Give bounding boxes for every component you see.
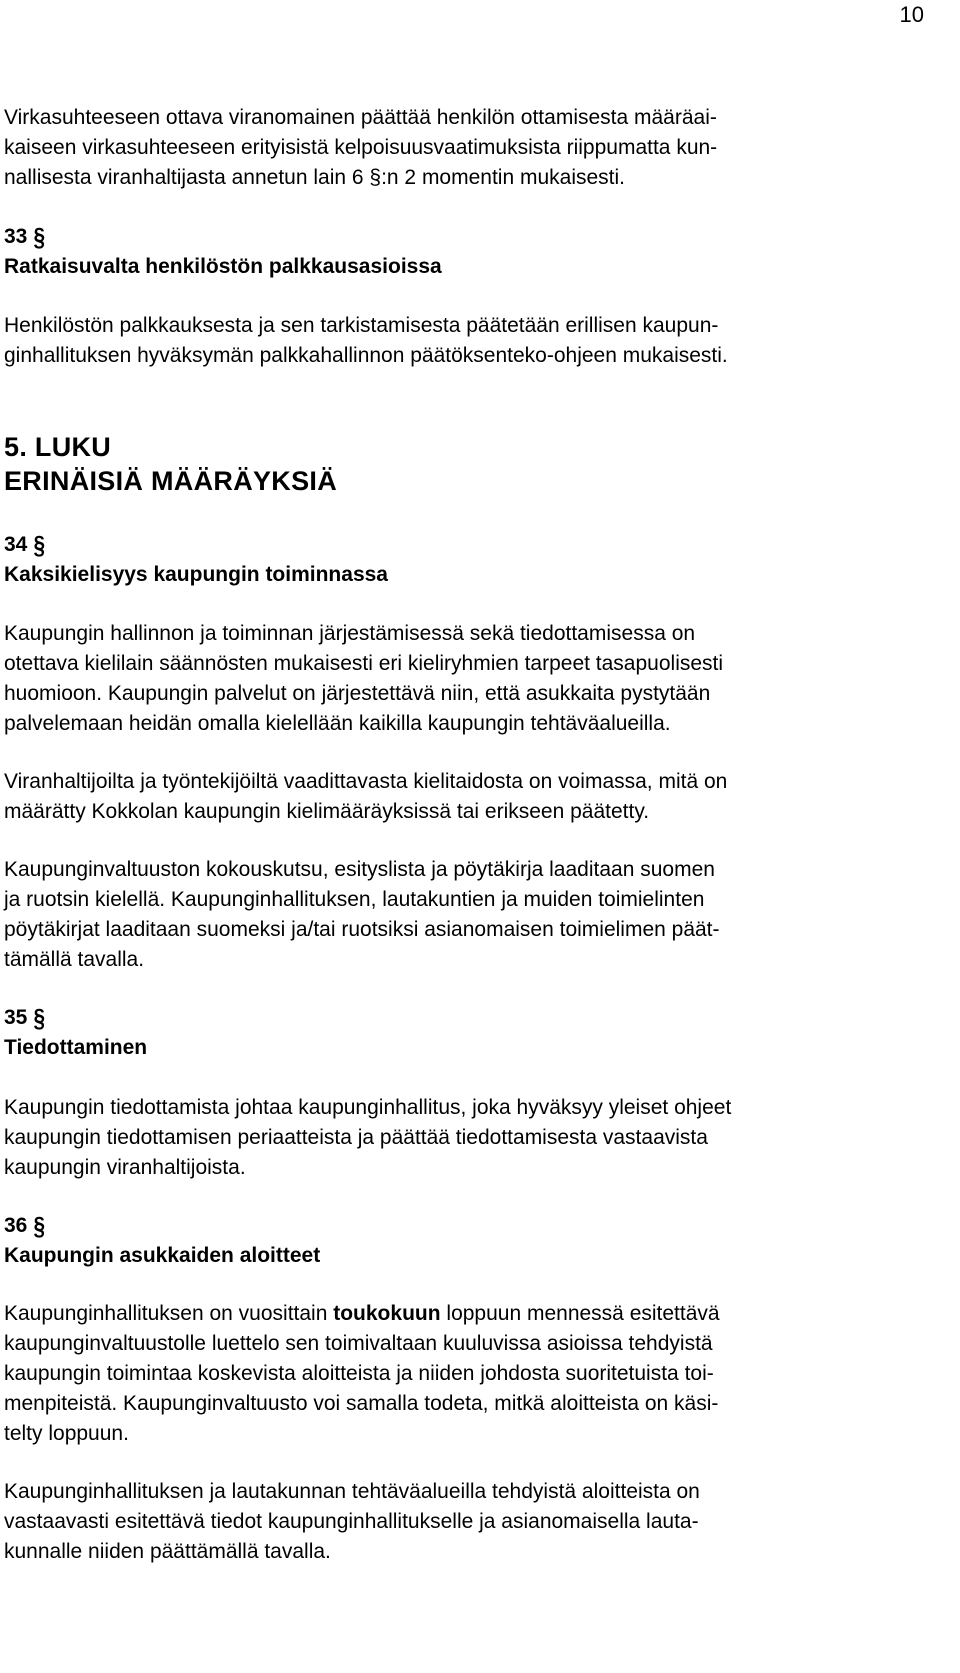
text-line: kaupungin viranhaltijoista. bbox=[4, 1156, 246, 1179]
section-34-heading bbox=[4, 530, 904, 590]
text-line: telty loppuun. bbox=[4, 1422, 129, 1445]
section-34-paragraph-3 bbox=[4, 855, 904, 975]
text-line: Henkilöstön palkkauksesta ja sen tarkistamisesta päätetään erillisen kaupun- bbox=[4, 314, 719, 337]
text-line bbox=[4, 1299, 904, 1329]
page-number: 10 bbox=[899, 2, 924, 27]
emphasis-text: toukokuun bbox=[333, 1302, 441, 1325]
text-line: otettava kielilain säännösten mukaisesti eri kieliryhmien tarpeet tasapuolisesti bbox=[4, 652, 724, 675]
section-35-paragraph bbox=[4, 1093, 904, 1183]
section-number: 33 bbox=[4, 225, 28, 248]
text-line: nallisesta viranhaltijasta annetun lain 6 §:n 2 momentin mukaisesti. bbox=[4, 166, 626, 189]
section-34-paragraph-1 bbox=[4, 619, 904, 739]
text-line: kaiseen virkasuhteeseen erityisistä kelpoisuusvaatimuksista riippumatta kun- bbox=[4, 136, 718, 159]
section-title: Kaksikielisyys kaupungin toiminnassa bbox=[4, 563, 388, 586]
section-sign: § bbox=[33, 1211, 46, 1241]
section-number: 35 bbox=[4, 1006, 28, 1029]
text-line: määrätty Kokkolan kaupungin kielimääräyksissä tai erikseen päätetty. bbox=[4, 800, 650, 823]
text-line: ja ruotsin kielellä. Kaupunginhallituksen, lautakuntien ja muiden toimielinten bbox=[4, 888, 705, 911]
section-33-paragraph bbox=[4, 311, 904, 371]
intro-paragraph bbox=[4, 103, 904, 193]
section-title: Ratkaisuvalta henkilöstön palkkausasioissa bbox=[4, 255, 442, 278]
text-line: palvelemaan heidän omalla kielellään kaikilla kaupungin tehtäväalueilla. bbox=[4, 712, 671, 735]
section-number: 36 bbox=[4, 1214, 28, 1237]
section-36-heading bbox=[4, 1211, 904, 1271]
chapter-heading bbox=[4, 430, 904, 498]
text-run: Kaupunginhallituksen on vuosittain bbox=[4, 1302, 334, 1325]
text-line: Kaupungin tiedottamista johtaa kaupunginhallitus, joka hyväksyy yleiset ohjeet bbox=[4, 1096, 732, 1119]
section-sign: § bbox=[33, 222, 46, 252]
section-33-heading bbox=[4, 222, 904, 282]
text-line: huomioon. Kaupungin palvelut on järjestettävä niin, että asukkaita pystytään bbox=[4, 682, 711, 705]
section-34-paragraph-2 bbox=[4, 767, 904, 827]
chapter-title: ERINÄISIÄ MÄÄRÄYKSIÄ bbox=[4, 466, 338, 496]
text-line: ginhallituksen hyväksymän palkkahallinnon päätöksenteko-ohjeen mukaisesti. bbox=[4, 344, 728, 367]
text-line: Kaupunginhallituksen ja lautakunnan tehtäväalueilla tehdyistä aloitteista on bbox=[4, 1480, 700, 1503]
section-title: Tiedottaminen bbox=[4, 1036, 148, 1059]
text-line: kaupunginvaltuustolle luettelo sen toimivaltaan kuuluvissa asioissa tehdyistä bbox=[4, 1332, 713, 1355]
section-title: Kaupungin asukkaiden aloitteet bbox=[4, 1244, 321, 1267]
text-line: Kaupungin hallinnon ja toiminnan järjestämisessä sekä tiedottamisessa on bbox=[4, 622, 696, 645]
section-36-paragraph-1 bbox=[4, 1299, 904, 1449]
text-line: menpiteistä. Kaupunginvaltuusto voi samalla todeta, mitkä aloitteista on käsi- bbox=[4, 1392, 719, 1415]
text-line: tämällä tavalla. bbox=[4, 948, 145, 971]
text-run: loppuun mennessä esitettävä bbox=[440, 1302, 720, 1325]
section-sign: § bbox=[33, 1003, 46, 1033]
text-line: kaupungin toimintaa koskevista aloitteista ja niiden johdosta suoritetuista toi- bbox=[4, 1362, 714, 1385]
section-35-heading bbox=[4, 1003, 904, 1063]
text-line: kunnalle niiden päättämällä tavalla. bbox=[4, 1540, 331, 1563]
text-line: Viranhaltijoilta ja työntekijöiltä vaadittavasta kielitaidosta on voimassa, mitä on bbox=[4, 770, 728, 793]
text-line: Kaupunginvaltuuston kokouskutsu, esityslista ja pöytäkirja laaditaan suomen bbox=[4, 858, 715, 881]
section-number: 34 bbox=[4, 533, 28, 556]
text-line: Virkasuhteeseen ottava viranomainen päättää henkilön ottamisesta määräai- bbox=[4, 106, 717, 129]
section-36-paragraph-2 bbox=[4, 1477, 904, 1567]
text-line: vastaavasti esitettävä tiedot kaupunginhallitukselle ja asianomaisella lauta- bbox=[4, 1510, 699, 1533]
text-line: pöytäkirjat laaditaan suomeksi ja/tai ruotsiksi asianomaisen toimielimen päät- bbox=[4, 918, 720, 941]
text-line: kaupungin tiedottamisen periaatteista ja päättää tiedottamisesta vastaavista bbox=[4, 1126, 708, 1149]
section-sign: § bbox=[33, 530, 46, 560]
chapter-number: 5. LUKU bbox=[4, 432, 112, 462]
